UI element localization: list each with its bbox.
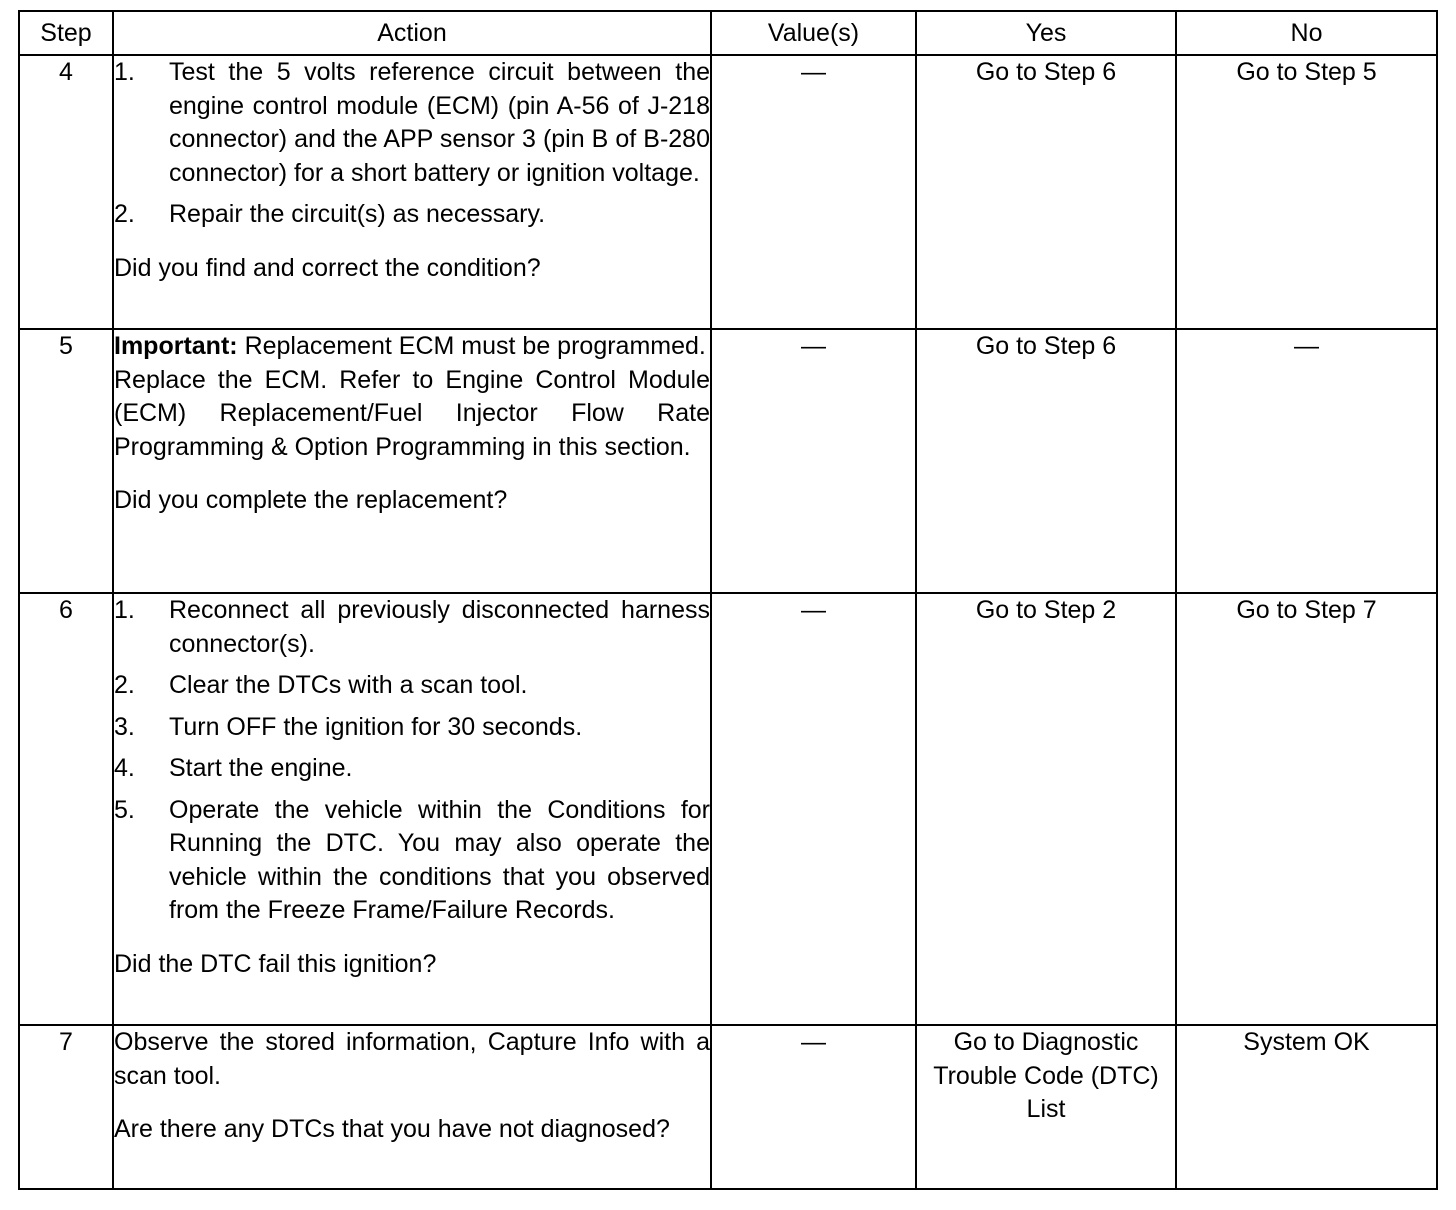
header-values: Value(s) [711, 11, 916, 55]
step-row-4 [19, 55, 1437, 329]
step-row-6 [19, 593, 1437, 1025]
instruction-text: Observe the stored information, Capture Info with a scan tool. [114, 1028, 710, 1090]
action-item: 2. Repair the circuit(s) as necessary. [114, 200, 546, 228]
question-text: Did you complete the replacement? [114, 486, 508, 514]
action-item: 3. Turn OFF the ignition for 30 seconds. [114, 712, 583, 741]
action-cell [113, 329, 711, 593]
header-action: Action [113, 11, 711, 55]
no-result: Go to Step 7 [1176, 593, 1437, 1025]
action-item: 4. Start the engine. [114, 754, 353, 782]
yes-result: Go to Step 6 [916, 329, 1176, 593]
action-item: 5. Operate the vehicle within the Conditions for Running the DTC. You may also operate the vehicle within the conditions that you observed from the Freeze Frame/Failure Records. [114, 795, 710, 924]
action-list [114, 56, 710, 232]
step-row-5 [19, 329, 1437, 593]
important-label: Important: [114, 332, 238, 360]
important-note [114, 330, 710, 364]
no-result: System OK [1176, 1025, 1437, 1189]
yes-result: Go to Step 2 [916, 593, 1176, 1025]
value-cell: — [711, 55, 916, 329]
action-cell [113, 1025, 711, 1189]
yes-result: Go to Step 6 [916, 55, 1176, 329]
no-result: Go to Step 5 [1176, 55, 1437, 329]
action-item: 1. Reconnect all previously disconnected harness connector(s). [114, 596, 710, 658]
step-number: 5 [19, 329, 113, 593]
question-text: Did you find and correct the condition? [114, 253, 541, 282]
value-cell: — [711, 593, 916, 1025]
value-cell: — [711, 1025, 916, 1189]
instruction-text: Replace the ECM. Refer to Engine Control Module (ECM) Replacement/Fuel Injector Flow Rate Programming & Option Programming in this section. [114, 365, 710, 461]
question-text: Are there any DTCs that you have not diagnosed? [114, 1115, 670, 1143]
step-row-7 [19, 1025, 1437, 1189]
value-cell: — [711, 329, 916, 593]
action-item: 1. Test the 5 volts reference circuit between the engine control module (ECM) (pin A-56 of J-218 connector) and the APP sensor 3 (pin B of B-280 connector) for a short battery or ignition voltage. [114, 58, 710, 187]
action-item: 2. Clear the DTCs with a scan tool. [114, 671, 528, 699]
important-text: Replacement ECM must be programmed. [244, 332, 706, 360]
header-yes: Yes [916, 11, 1176, 55]
header-step: Step [19, 11, 113, 55]
action-cell [113, 593, 711, 1025]
step-number: 4 [19, 55, 113, 329]
header-no: No [1176, 11, 1437, 55]
action-cell [113, 55, 711, 329]
step-number: 7 [19, 1025, 113, 1189]
question-text: Did the DTC fail this ignition? [114, 949, 437, 978]
action-list [114, 594, 710, 928]
no-result: — [1176, 329, 1437, 593]
step-number: 6 [19, 593, 113, 1025]
diagnostic-table [18, 10, 1438, 1190]
yes-result: Go to Diagnostic Trouble Code (DTC) List [916, 1025, 1176, 1189]
header-row [19, 11, 1437, 55]
